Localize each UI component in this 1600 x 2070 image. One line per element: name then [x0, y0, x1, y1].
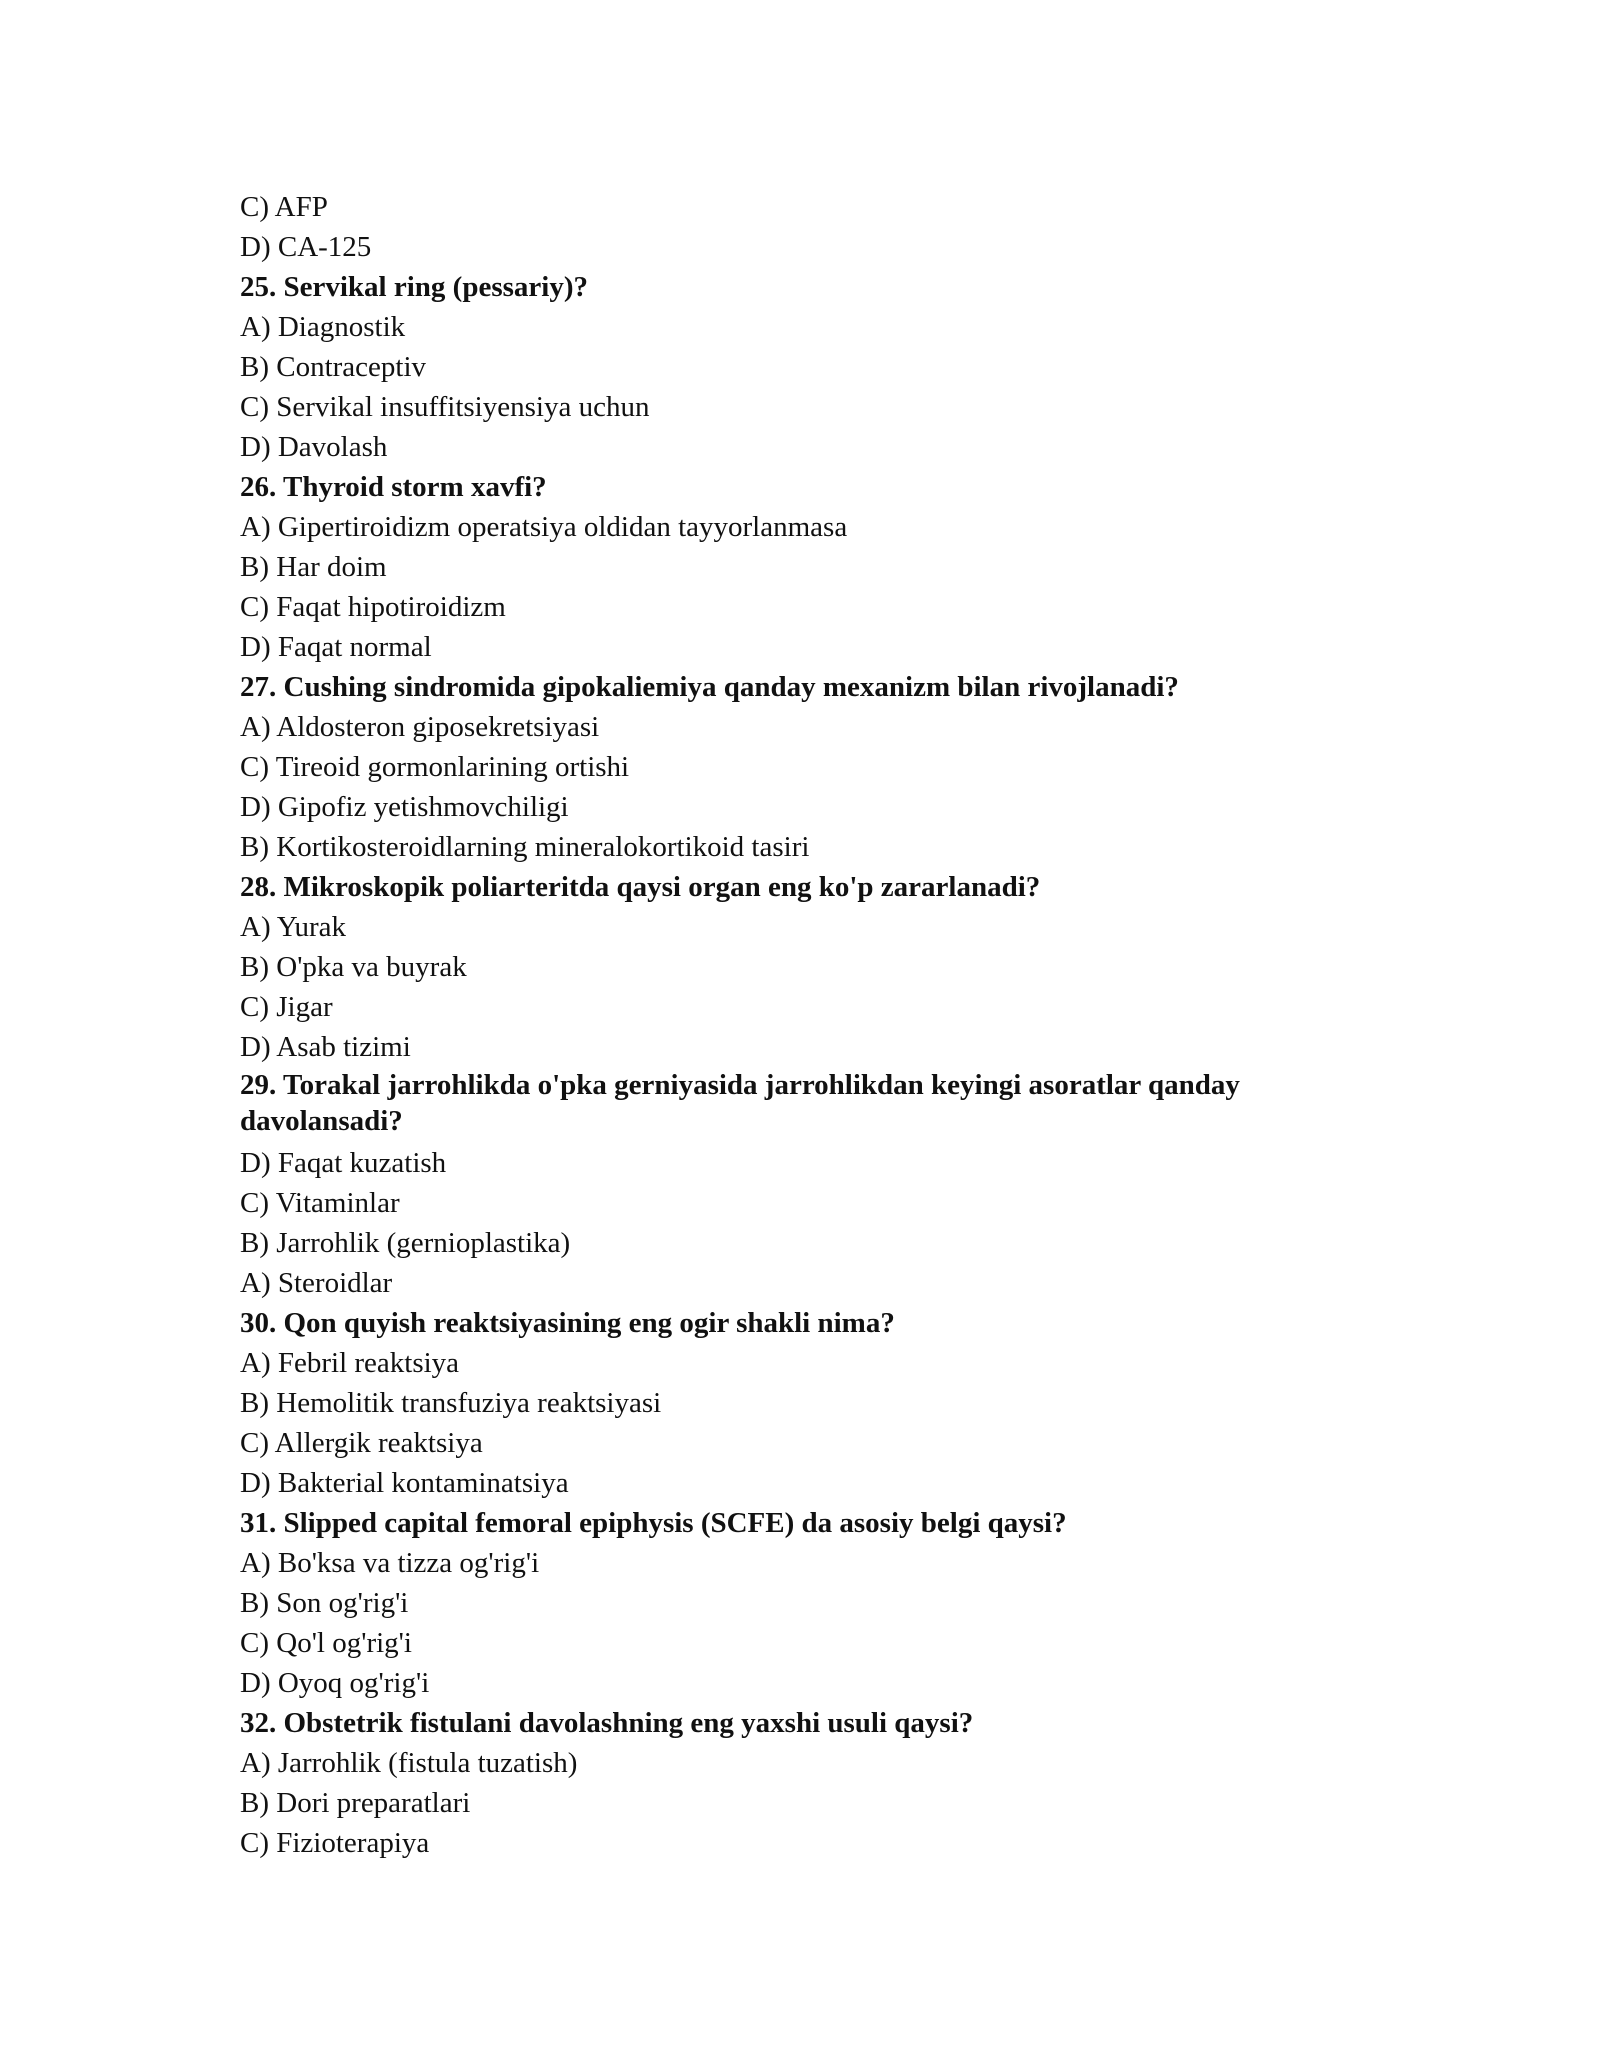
answer-option: C) Fizioterapiya [240, 1827, 430, 1859]
answer-option: A) Aldosteron giposekretsiyasi [240, 711, 600, 743]
answer-option: D) Bakterial kontaminatsiya [240, 1467, 569, 1499]
answer-option: C) Faqat hipotiroidizm [240, 591, 506, 623]
answer-option: B) Dori preparatlari [240, 1787, 471, 1819]
answer-option: B) Har doim [240, 551, 387, 583]
answer-option: D) Davolash [240, 431, 388, 463]
answer-option: D) Asab tizimi [240, 1031, 411, 1063]
answer-option: A) Gipertiroidizm operatsiya oldidan tayyorlanmasa [240, 511, 848, 543]
answer-option: B) O'pka va buyrak [240, 951, 467, 983]
answer-option: C) Tireoid gormonlarining ortishi [240, 751, 630, 783]
answer-option: D) Faqat kuzatish [240, 1147, 447, 1179]
answer-option: A) Diagnostik [240, 311, 406, 343]
question-heading: 26. Thyroid storm xavfi? [240, 471, 547, 503]
answer-option: D) Oyoq og'rig'i [240, 1667, 430, 1699]
question-heading: 32. Obstetrik fistulani davolashning eng yaxshi usuli qaysi? [240, 1707, 974, 1739]
question-heading: 28. Mikroskopik poliarteritda qaysi organ eng ko'p zararlanadi? [240, 871, 1041, 903]
answer-option: D) CA-125 [240, 231, 372, 263]
answer-option: B) Kortikosteroidlarning mineralokortikoid tasiri [240, 831, 810, 863]
question-heading: 29. Torakal jarrohlikda o'pka gerniyasida jarrohlikdan keyingi asoratlar qanday davolansadi? [240, 1069, 1240, 1137]
answer-option: A) Febril reaktsiya [240, 1347, 460, 1379]
answer-option: B) Jarrohlik (gernioplastika) [240, 1227, 571, 1259]
question-heading: 25. Servikal ring (pessariy)? [240, 271, 588, 303]
answer-option: B) Contraceptiv [240, 351, 427, 383]
answer-option: A) Yurak [240, 911, 347, 943]
answer-option: C) Allergik reaktsiya [240, 1427, 483, 1459]
answer-option: A) Bo'ksa va tizza og'rig'i [240, 1547, 540, 1579]
answer-option: B) Son og'rig'i [240, 1587, 409, 1619]
answer-option: D) Faqat normal [240, 631, 432, 663]
answer-option: C) Vitaminlar [240, 1187, 400, 1219]
answer-option: C) Jigar [240, 991, 333, 1023]
question-heading: 31. Slipped capital femoral epiphysis (SCFE) da asosiy belgi qaysi? [240, 1507, 1067, 1539]
answer-option: C) Servikal insuffitsiyensiya uchun [240, 391, 650, 423]
document-content [240, 187, 1380, 1863]
answer-option: D) Gipofiz yetishmovchiligi [240, 791, 569, 823]
answer-option: C) Qo'l og'rig'i [240, 1627, 412, 1659]
question-heading: 30. Qon quyish reaktsiyasining eng ogir shakli nima? [240, 1307, 895, 1339]
answer-option: A) Jarrohlik (fistula tuzatish) [240, 1747, 578, 1779]
question-heading: 27. Cushing sindromida gipokaliemiya qanday mexanizm bilan rivojlanadi? [240, 671, 1179, 703]
answer-option: C) AFP [240, 191, 328, 223]
answer-option: A) Steroidlar [240, 1267, 393, 1299]
answer-option: B) Hemolitik transfuziya reaktsiyasi [240, 1387, 662, 1419]
